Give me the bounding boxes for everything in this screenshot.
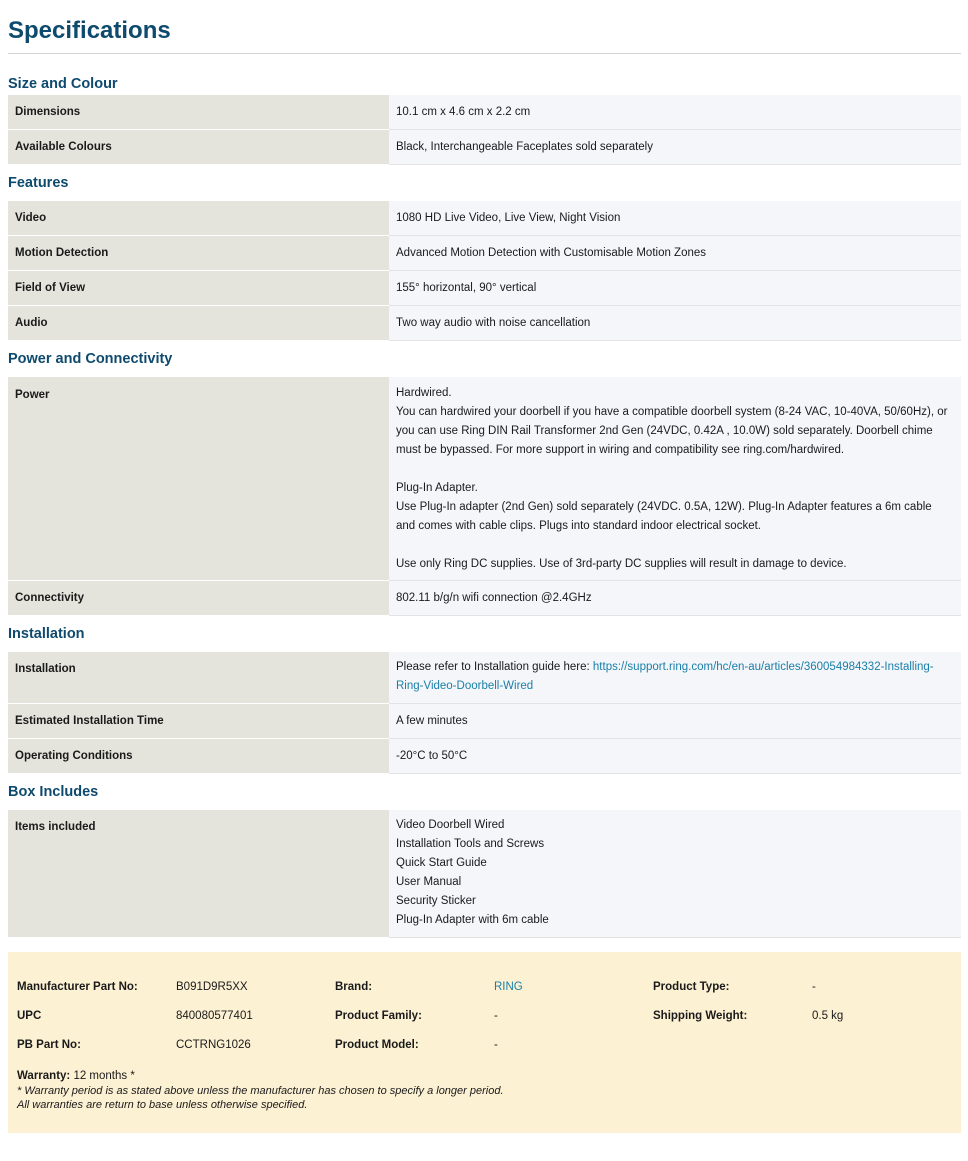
spec-label: Field of View xyxy=(8,271,389,306)
spec-table-size-colour xyxy=(8,95,961,165)
installation-text: Please refer to Installation guide here: xyxy=(396,661,593,673)
upc-label: UPC xyxy=(17,1010,42,1022)
product-model-value: - xyxy=(494,1039,498,1051)
spec-row xyxy=(8,271,961,306)
installation-guide-link[interactable]: https://support.ring.com/hc/en-au/articles/360054984332-Installing-Ring-Video-Doorbell-Wired xyxy=(396,661,934,692)
spec-table-box-includes xyxy=(8,810,961,938)
spec-value: 802.11 b/g/n wifi connection @2.4GHz xyxy=(389,581,961,616)
warranty-note: All warranties are return to base unless otherwise specified. xyxy=(17,1099,308,1111)
list-item: Quick Start Guide xyxy=(396,857,487,869)
warranty-line xyxy=(17,1069,952,1084)
brand-link[interactable]: RING xyxy=(494,981,523,993)
spec-value: Two way audio with noise cancellation xyxy=(389,306,961,341)
spec-label: Estimated Installation Time xyxy=(8,704,389,739)
spec-row xyxy=(8,652,961,704)
spec-row xyxy=(8,306,961,341)
spec-label: Motion Detection xyxy=(8,236,389,271)
spec-row xyxy=(8,130,961,165)
spec-row xyxy=(8,739,961,774)
warranty-block xyxy=(17,1069,952,1113)
product-model-label: Product Model: xyxy=(335,1039,419,1051)
spec-value-items xyxy=(389,810,961,938)
spec-label: Available Colours xyxy=(8,130,389,165)
spec-value: -20°C to 50°C xyxy=(389,739,961,774)
spec-label: Audio xyxy=(8,306,389,341)
spec-table-features xyxy=(8,201,961,341)
list-item: Security Sticker xyxy=(396,895,476,907)
spec-value: 10.1 cm x 4.6 cm x 2.2 cm xyxy=(389,95,961,130)
spec-table-power xyxy=(8,377,961,616)
mpn-label: Manufacturer Part No: xyxy=(17,981,138,993)
spec-value: Advanced Motion Detection with Customisable Motion Zones xyxy=(389,236,961,271)
shipping-weight-label: Shipping Weight: xyxy=(653,1010,748,1022)
product-family-value: - xyxy=(494,1010,498,1022)
spec-table-installation xyxy=(8,652,961,774)
spec-label: Installation xyxy=(8,652,389,704)
spec-label: Video xyxy=(8,201,389,236)
spec-label: Power xyxy=(8,377,389,581)
spacer xyxy=(396,536,954,555)
brand-label: Brand: xyxy=(335,981,373,993)
list-item: Plug-In Adapter with 6m cable xyxy=(396,914,549,926)
power-line: Plug-In Adapter. xyxy=(396,482,478,494)
power-line: Use Plug-In adapter (2nd Gen) sold separately (24VDC. 0.5A, 12W). Plug-In Adapter features a 6m cable and comes with cable clips. Plugs into standard indoor electrical socket. xyxy=(396,501,932,532)
spec-row xyxy=(8,810,961,938)
section-heading-features: Features xyxy=(8,175,69,191)
spec-value: Black, Interchangeable Faceplates sold separately xyxy=(389,130,961,165)
spec-row xyxy=(8,236,961,271)
warranty-value: 12 months * xyxy=(70,1070,135,1082)
spec-row xyxy=(8,581,961,616)
warranty-label: Warranty: xyxy=(17,1070,71,1082)
spec-value-power xyxy=(389,377,961,581)
product-meta-panel xyxy=(8,952,961,1133)
product-type-value: - xyxy=(812,981,816,993)
empty-cell xyxy=(812,1036,959,1055)
spec-label: Dimensions xyxy=(8,95,389,130)
warranty-note: * Warranty period is as stated above unless the manufacturer has chosen to specify a longer period. xyxy=(17,1084,504,1097)
page-title: Specifications xyxy=(8,17,171,44)
shipping-weight-value: 0.5 kg xyxy=(812,1010,844,1022)
spec-value: 1080 HD Live Video, Live View, Night Vision xyxy=(389,201,961,236)
spec-row xyxy=(8,704,961,739)
power-line: You can hardwired your doorbell if you have a compatible doorbell system (8-24 VAC, 10-40VA, 50/60Hz), or you can use Ring DIN Rail Transformer 2nd Gen (24VDC, 0.42A , 10.0W) sold separately. Doorbell chime must be bypassed. For more support in wiring and compatibility see ring.com/hardwired. xyxy=(396,406,948,456)
spec-row xyxy=(8,95,961,130)
section-heading-power-connectivity: Power and Connectivity xyxy=(8,351,173,367)
spacer xyxy=(8,54,961,73)
power-line: Hardwired. xyxy=(396,387,452,399)
spec-label: Operating Conditions xyxy=(8,739,389,774)
product-family-label: Product Family: xyxy=(335,1010,422,1022)
list-item: Video Doorbell Wired xyxy=(396,819,505,831)
spec-label: Connectivity xyxy=(8,581,389,616)
power-line: Use only Ring DC supplies. Use of 3rd-party DC supplies will result in damage to device. xyxy=(396,558,847,570)
spec-row xyxy=(8,377,961,581)
mpn-value: B091D9R5XX xyxy=(176,981,248,993)
pb-part-value: CCTRNG1026 xyxy=(176,1039,251,1051)
list-item: User Manual xyxy=(396,876,462,888)
empty-cell xyxy=(653,1036,812,1055)
spacer xyxy=(396,460,954,479)
spec-label: Items included xyxy=(8,810,389,938)
section-heading-size-colour: Size and Colour xyxy=(8,76,118,92)
spec-value-installation xyxy=(389,652,961,704)
product-meta-grid xyxy=(17,978,952,1055)
section-heading-box-includes: Box Includes xyxy=(8,784,99,800)
section-heading-installation: Installation xyxy=(8,626,85,642)
product-type-label: Product Type: xyxy=(653,981,730,993)
upc-value: 840080577401 xyxy=(176,1010,253,1022)
list-item: Installation Tools and Screws xyxy=(396,838,545,850)
spec-row xyxy=(8,201,961,236)
spec-value: 155° horizontal, 90° vertical xyxy=(389,271,961,306)
spec-value: A few minutes xyxy=(389,704,961,739)
pb-part-label: PB Part No: xyxy=(17,1039,81,1051)
